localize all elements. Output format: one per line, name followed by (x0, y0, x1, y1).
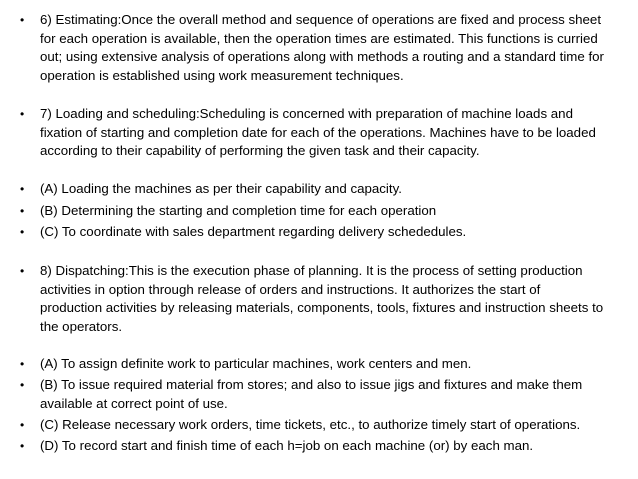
list-item-text (40, 437, 533, 456)
text-line: production activities by releasing materials, components, tools, fixtures and instruction sheets to (40, 300, 604, 316)
text-line: (C) To coordinate with sales department regarding delivery schededules. (40, 224, 467, 239)
text-line: for each operation is available, then the operation times are estimated. This functions is curried (40, 30, 598, 46)
text-line: 7) Loading and scheduling:Scheduling is concerned with preparation of machine loads and (40, 106, 573, 121)
text-line: 6) Estimating:Once the overall method and sequence of operations are fixed and process sheet (40, 12, 602, 27)
text-line: the operators. (40, 318, 123, 334)
text-line: available at correct point of use. (40, 395, 228, 411)
list-item-text (40, 180, 402, 199)
text-line: (C) Release necessary work orders, time tickets, etc., to authorize timely start of operations. (40, 417, 581, 432)
list-item-text (40, 105, 596, 161)
bullet-icon: • (20, 204, 25, 218)
text-line: operation is established using work measurement techniques. (40, 67, 404, 83)
text-line: activities in option through release of orders and instructions. It authorizes the start of (40, 281, 541, 297)
list-item-text (40, 11, 604, 85)
text-line: 8) Dispatching:This is the execution phase of planning. It is the process of setting production (40, 263, 583, 278)
bullet-icon: • (20, 418, 25, 432)
bullet-icon: • (20, 439, 25, 453)
list-item-text (40, 202, 436, 221)
text-line: (A) Loading the machines as per their capability and capacity. (40, 181, 402, 196)
text-line: (A) To assign definite work to particular machines, work centers and men. (40, 356, 472, 371)
list-item-text (40, 223, 466, 242)
text-line: (B) To issue required material from stores; and also to issue jigs and fixtures and make them (40, 377, 583, 392)
list-item-text (40, 416, 580, 435)
bullet-icon: • (20, 13, 25, 27)
bullet-icon: • (20, 378, 25, 392)
bullet-icon: • (20, 182, 25, 196)
text-line: fixation of starting and completion date for each of the operations. Machines have to be loaded (40, 124, 596, 140)
list-item-text (40, 376, 582, 413)
text-line: out; using extensive analysis of operations along with methods a routing and a standard time for (40, 49, 604, 65)
text-line: (D) To record start and finish time of each h=job on each machine (or) by each man. (40, 438, 534, 453)
bullet-icon: • (20, 264, 25, 278)
list-item-text (40, 262, 603, 336)
text-line: (B) Determining the starting and completion time for each operation (40, 203, 437, 218)
bullet-icon: • (20, 357, 25, 371)
text-line: according to their capability of performing the given task and their capacity. (40, 143, 480, 159)
bullet-icon: • (20, 107, 25, 121)
bullet-icon: • (20, 225, 25, 239)
list-item-text (40, 355, 471, 374)
